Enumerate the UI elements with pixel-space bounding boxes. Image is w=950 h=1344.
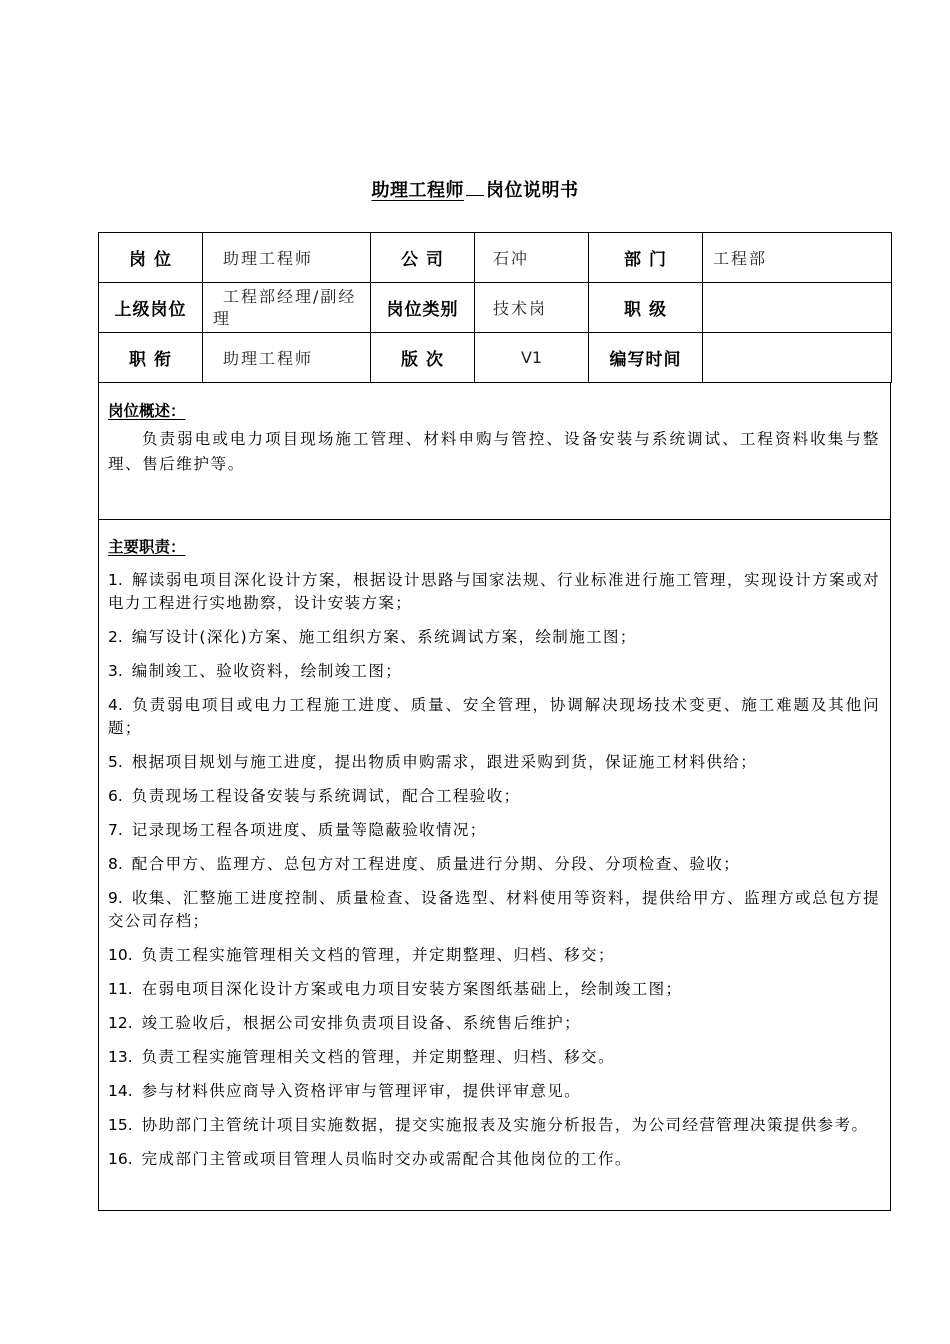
duties-section xyxy=(98,519,891,1211)
duty-text: 负责工程实施管理相关文档的管理，并定期整理、归档、移交。 xyxy=(141,1048,615,1066)
superior-label: 上级岗位 xyxy=(99,283,203,333)
duty-text: 记录现场工程各项进度、质量等隐蔽验收情况； xyxy=(131,821,487,839)
duty-text: 负责工程实施管理相关文档的管理，并定期整理、归档、移交； xyxy=(141,946,615,964)
duty-number: 8. xyxy=(108,855,123,873)
duty-item xyxy=(108,1148,880,1171)
duties-list xyxy=(108,569,880,1171)
duty-number: 9. xyxy=(108,889,123,907)
superior-value: 工程部经理/副经理 xyxy=(203,283,371,333)
duty-text: 配合甲方、监理方、总包方对工程进度、质量进行分期、分段、分项检查、验收； xyxy=(131,855,741,873)
position-label: 岗 位 xyxy=(99,233,203,283)
duty-text: 协助部门主管统计项目实施数据，提交实施报表及实施分析报告，为公司经营管理决策提供参考。 xyxy=(141,1116,869,1134)
duties-heading: 主要职责： xyxy=(108,538,186,556)
grade-value xyxy=(703,283,892,333)
overview-text: 负责弱电或电力项目现场施工管理、材料申购与管控、设备安装与系统调试、工程资料收集与整理、售后维护等。 xyxy=(108,430,880,473)
info-table xyxy=(98,232,892,383)
duty-text: 负责弱电项目或电力工程施工进度、质量、安全管理，协调解决现场技术变更、施工难题及其他问题； xyxy=(108,696,880,737)
version-label: 版 次 xyxy=(371,333,475,383)
duty-item xyxy=(108,887,880,933)
info-row-3 xyxy=(99,333,892,383)
duty-item xyxy=(108,1046,880,1069)
duty-item xyxy=(108,1114,880,1137)
category-value: 技术岗 xyxy=(475,283,589,333)
duty-text: 根据项目规划与施工进度，提出物质申购需求，跟进采购到货，保证施工材料供给； xyxy=(131,753,758,771)
duty-number: 10. xyxy=(108,946,133,964)
duty-item xyxy=(108,1012,880,1035)
duty-number: 6. xyxy=(108,787,123,805)
duty-number: 14. xyxy=(108,1082,133,1100)
duty-item xyxy=(108,626,880,649)
duty-item xyxy=(108,785,880,808)
grade-label: 职 级 xyxy=(589,283,703,333)
department-value: 工程部 xyxy=(703,233,892,283)
duty-number: 2. xyxy=(108,628,123,646)
duty-number: 15. xyxy=(108,1116,133,1134)
category-label: 岗位类别 xyxy=(371,283,475,333)
duty-item xyxy=(108,660,880,683)
duty-number: 4. xyxy=(108,696,123,714)
title-underline-gap xyxy=(466,194,484,196)
document-title xyxy=(0,176,950,202)
duty-number: 13. xyxy=(108,1048,133,1066)
overview-section xyxy=(98,383,891,520)
duty-number: 7. xyxy=(108,821,123,839)
duty-text: 收集、汇整施工进度控制、质量检查、设备选型、材料使用等资料，提供给甲方、监理方或总包方提交公司存档； xyxy=(108,889,880,930)
duty-item xyxy=(108,853,880,876)
overview-heading: 岗位概述： xyxy=(108,402,186,420)
duty-item xyxy=(108,944,880,967)
duty-text: 在弱电项目深化设计方案或电力项目安装方案图纸基础上，绘制竣工图； xyxy=(141,980,683,998)
duty-text: 解读弱电项目深化设计方案，根据设计思路与国家法规、行业标准进行施工管理，实现设计方案或对电力工程进行实地勘察，设计安装方案； xyxy=(108,571,880,612)
duty-number: 3. xyxy=(108,662,123,680)
title-value: 助理工程师 xyxy=(203,333,371,383)
duty-text: 编制竣工、验收资料，绘制竣工图； xyxy=(131,662,403,680)
duty-text: 完成部门主管或项目管理人员临时交办或需配合其他岗位的工作。 xyxy=(141,1150,632,1168)
version-value: V1 xyxy=(475,333,589,383)
date-value xyxy=(703,333,892,383)
duty-number: 12. xyxy=(108,1014,133,1032)
duty-text: 竣工验收后，根据公司安排负责项目设备、系统售后维护； xyxy=(141,1014,582,1032)
duty-number: 16. xyxy=(108,1150,133,1168)
info-row-1 xyxy=(99,233,892,283)
duty-number: 5. xyxy=(108,753,123,771)
title-part1: 助理工程师 xyxy=(371,180,464,201)
duty-item xyxy=(108,569,880,615)
duty-item xyxy=(108,819,880,842)
title-part2: 岗位说明书 xyxy=(486,180,579,201)
duty-text: 编写设计(深化)方案、施工组织方案、系统调试方案，绘制施工图； xyxy=(131,628,637,646)
duty-item xyxy=(108,1080,880,1103)
duty-text: 参与材料供应商导入资格评审与管理评审，提供评审意见。 xyxy=(141,1082,582,1100)
duty-text: 负责现场工程设备安装与系统调试，配合工程验收； xyxy=(131,787,521,805)
company-label: 公 司 xyxy=(371,233,475,283)
position-value: 助理工程师 xyxy=(203,233,371,283)
department-label: 部 门 xyxy=(589,233,703,283)
duty-number: 11. xyxy=(108,980,133,998)
title-label: 职 衔 xyxy=(99,333,203,383)
duty-item xyxy=(108,978,880,1001)
company-value: 石冲 xyxy=(475,233,589,283)
date-label: 编写时间 xyxy=(589,333,703,383)
duty-item xyxy=(108,694,880,740)
duty-number: 1. xyxy=(108,571,123,589)
info-row-2 xyxy=(99,283,892,333)
duty-item xyxy=(108,751,880,774)
